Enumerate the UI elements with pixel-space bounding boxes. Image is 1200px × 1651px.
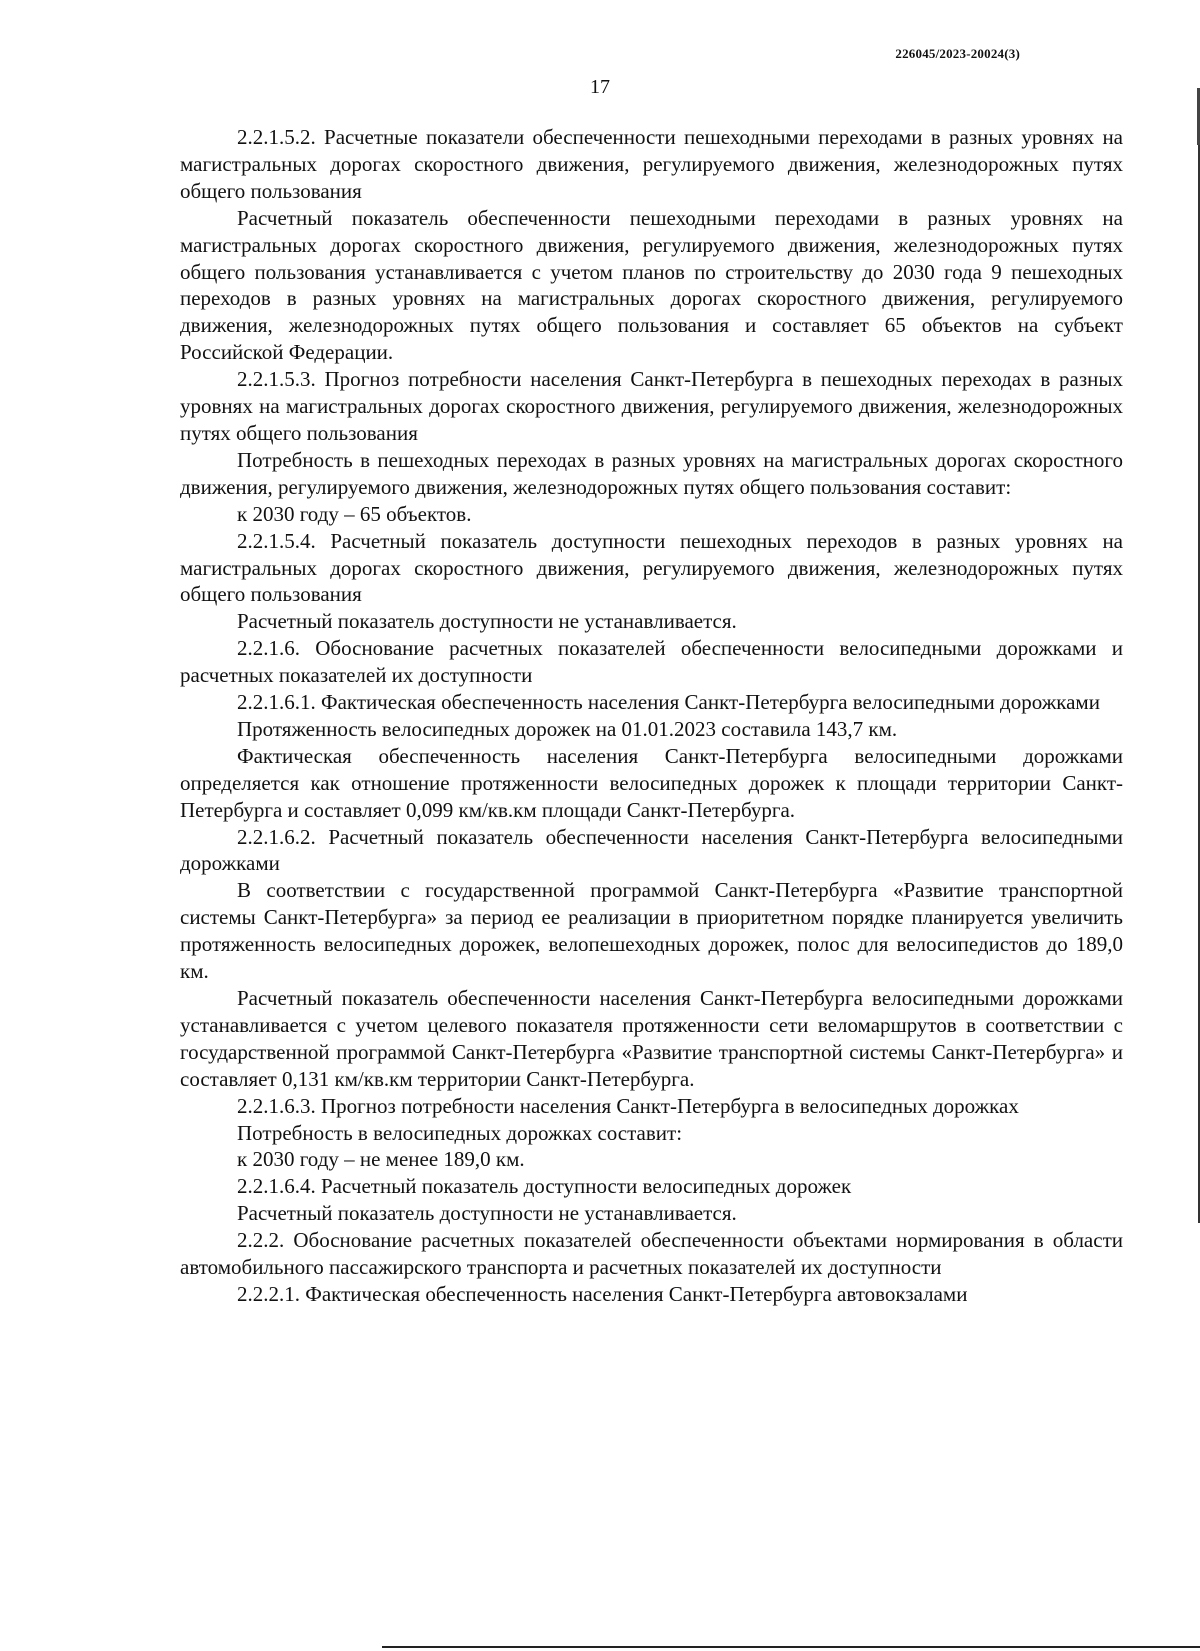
- paragraph: Расчетный показатель доступности не устанавливается.: [237, 609, 737, 634]
- paragraph: Расчетный показатель доступности не устанавливается.: [237, 1201, 737, 1226]
- paragraph: 2.2.1.6.1. Фактическая обеспеченность населения Санкт-Петербурга велосипедными дорожками: [237, 690, 1100, 715]
- paragraph: 2.2.2.1. Фактическая обеспеченность населения Санкт-Петербурга автовокзалами: [237, 1281, 968, 1306]
- scan-bottom-edge: [382, 1646, 1200, 1648]
- paragraph: 2.2.1.6. Обоснование расчетных показателей обеспеченности велосипедными дорожками и расчетных показателей их доступности: [180, 636, 1123, 688]
- paragraph: к 2030 году – 65 объектов.: [237, 501, 472, 526]
- paragraph: В соответствии с государственной программой Санкт-Петербурга «Развитие транспортной системы Санкт-Петербурга» за период ее реализации в приоритетном порядке планируется увеличить протяженность велосипедных дорожек, велопешеходных дорожек, полос для велосипедистов до 189,0 км.: [180, 878, 1123, 984]
- document-body: [180, 124, 1123, 1308]
- paragraph: 2.2.2. Обоснование расчетных показателей обеспеченности объектами нормирования в области автомобильного пассажирского транспорта и расчетных показателей их доступности: [180, 1228, 1123, 1280]
- paragraph: 2.2.1.5.3. Прогноз потребности населения Санкт-Петербурга в пешеходных переходах в разных уровнях на магистральных дорогах скоростного движения, регулируемого движения, железнодорожных путях общего пользования: [180, 367, 1123, 445]
- paragraph: Потребность в пешеходных переходах в разных уровнях на магистральных дорогах скоростного движения, регулируемого движения, железнодорожных путях общего пользования составит:: [180, 447, 1123, 499]
- paragraph: 2.2.1.6.4. Расчетный показатель доступности велосипедных дорожек: [237, 1174, 852, 1199]
- paragraph: 2.2.1.6.3. Прогноз потребности населения Санкт-Петербурга в велосипедных дорожках: [237, 1093, 1019, 1118]
- page-number: 17: [590, 76, 610, 98]
- paragraph: Потребность в велосипедных дорожках составит:: [237, 1120, 683, 1145]
- paragraph: к 2030 году – не менее 189,0 км.: [237, 1147, 525, 1172]
- paragraph: Фактическая обеспеченность населения Санкт-Петербурга велосипедными дорожками определяется как отношение протяженности велосипедных дорожек к площади территории Санкт-Петербурга и составляет 0,099 км/кв.км площади Санкт-Петербурга.: [180, 743, 1123, 822]
- paragraph: Расчетный показатель обеспеченности пешеходными переходами в разных уровнях на магистральных дорогах скоростного движения, регулируемого движения, железнодорожных путях общего пользования устанавливается с учетом планов по строительству до 2030 года 9 пешеходных переходов в разных уровнях на магистральных дорогах скоростного движения, регулируемого движения, железнодорожных путях общего пользования и составляет 65 объектов на субъект Российской Федерации.: [180, 205, 1123, 365]
- document-id: 226045/2023-20024(3): [895, 46, 1020, 61]
- paragraph: 2.2.1.5.2. Расчетные показатели обеспеченности пешеходными переходами в разных уровнях на магистральных дорогах скоростного движения, регулируемого движения, железнодорожных путях общего пользования: [180, 125, 1123, 203]
- paragraph: 2.2.1.5.4. Расчетный показатель доступности пешеходных переходов в разных уровнях на магистральных дорогах скоростного движения, регулируемого движения, железнодорожных путях общего пользования: [180, 528, 1123, 607]
- paragraph: Протяженность велосипедных дорожек на 01.01.2023 составила 143,7 км.: [237, 716, 898, 741]
- paragraph: 2.2.1.6.2. Расчетный показатель обеспеченности населения Санкт-Петербурга велосипедными дорожками: [180, 824, 1123, 876]
- paragraph: Расчетный показатель обеспеченности населения Санкт-Петербурга велосипедными дорожками устанавливается с учетом целевого показателя протяженности сети веломаршрутов в соответствии с государственной программой Санкт-Петербурга «Развитие транспортной системы Санкт-Петербурга» и составляет 0,131 км/кв.км территории Санкт-Петербурга.: [180, 986, 1123, 1091]
